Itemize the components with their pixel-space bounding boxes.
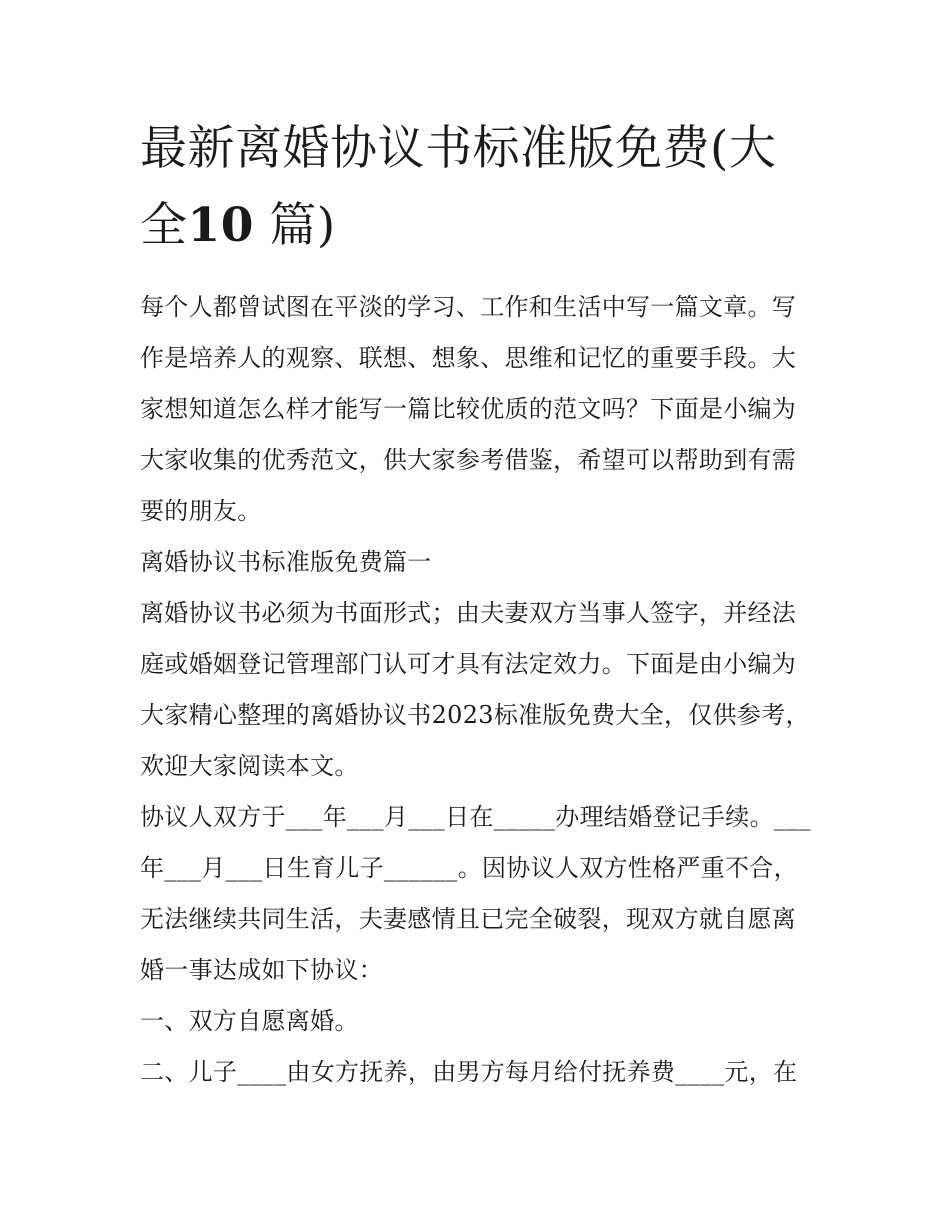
- title-number: 10: [187, 198, 254, 253]
- clause-2: 二、儿子____由女方抚养，由男方每月给付抚养费____元，在: [140, 1058, 798, 1086]
- body-paragraph: 离婚协议书必须为书面形式；由夫妻双方当事人签字，并经法庭或婚姻登记管理部门认可才具有法定效力。下面是由小编为大家精心整理的离婚协议书2023标准版免费大全，仅供参考，欢迎大家阅读本文。: [140, 599, 810, 780]
- document-title: [140, 110, 812, 264]
- agreement-paragraph: 协议人双方于___年___月___日在_____办理结婚登记手续。___年___月___日生育儿子______。因协议人双方性格严重不合，无法继续共同生活，夫妻感情且已完全破裂，现双方就自愿离婚一事达成如下协议：: [140, 803, 811, 984]
- intro-paragraph: 每个人都曾试图在平淡的学习、工作和生活中写一篇文章。写作是培养人的观察、联想、想象、思维和记忆的重要手段。大家想知道怎么样才能写一篇比较优质的范文吗？下面是小编为大家收集的优秀范文，供大家参考借鉴，希望可以帮助到有需要的朋友。: [140, 293, 797, 525]
- section-heading: 离婚协议书标准版免费篇一: [140, 548, 432, 576]
- title-text-1: 最新离婚协议书标准版免费(大全: [140, 121, 777, 253]
- document-page: [140, 110, 812, 1098]
- title-text-2: 篇): [269, 198, 336, 253]
- clause-1: 一、双方自愿离婚。: [140, 1007, 359, 1035]
